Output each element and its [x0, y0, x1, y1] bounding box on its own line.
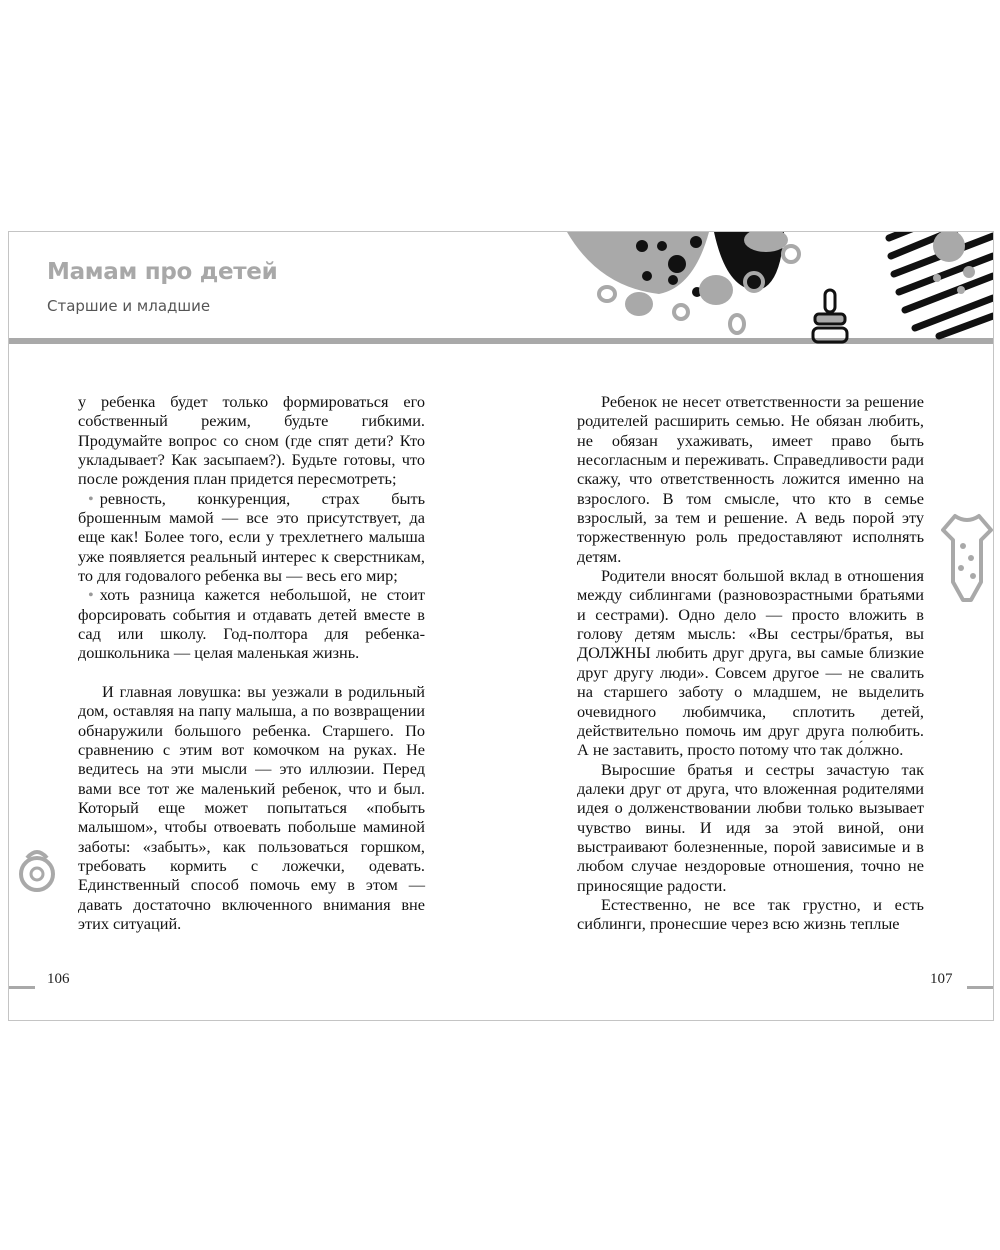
- running-header-subtitle: Старшие и младшие: [47, 297, 211, 315]
- paragraph: И главная ловушка: вы уезжали в родильный дом, оставляя на папу малыша, а по возвращении обнаружили большого ребенка. Старшего. По сравнению с этим вот комочком на руках. Не ведитесь на эти мысли — это иллюзии. Перед вами все тот же маленький ребенок, что и был. Который еще может попытаться «побыть малышом», чтобы отвоевать побольше маминой заботы: «забыть», как пользоваться горшком, требовать кормить с ложечки, одевать. Единственный способ помочь ему в этом — давать достаточно включенного внимания вне этих ситуаций.: [78, 681, 425, 933]
- pacifier-icon: [15, 842, 61, 900]
- running-header-title: Мамам про детей: [47, 259, 278, 285]
- bullet-icon: •: [88, 585, 94, 605]
- right-page-text: [577, 392, 924, 934]
- page-number-right: 107: [930, 971, 953, 987]
- bodysuit-icon: [941, 512, 993, 606]
- bullet-icon: •: [88, 488, 94, 508]
- bullet-item: • ревность, конкуренция, страх быть брошенным мамой — все это присутствует, да еще как! Более того, если у трехлетнего малыша уже появляется реальный интерес к сверстникам, то для годовалого ребенка вы — весь его мир;: [78, 488, 425, 586]
- left-page-text: [78, 392, 425, 933]
- paragraph: Ребенок не несет ответственности за решение родителей расширить семью. Не обязан любить, не обязан ухаживать, имеет право быть несогласным и переживать. Справедливости ради скажу, что ответственность ложится именно на взрослого. В том смысле, что кто в семье взрослый, за тем и решение. А ведь порой эту торжественную роль предоставляют исполнять детям.: [577, 392, 924, 566]
- paragraph: Выросшие братья и сестры зачастую так далеки друг от друга, что вложенная родителями идея о долженствовании любви только вызывает чувство вины. И идя за этой виной, они выстраивают болезненные, порой зависимые и в любом случае нездоровые отношения, точно не приносящие радости.: [577, 759, 924, 895]
- page-number-rule-left: [9, 986, 35, 989]
- paragraph: Родители вносят большой вклад в отношения между сиблингами (разновозрастными братьями и сестрами). Одно дело — просто вложить в голову детям мысль: «Вы сестры/братья, вы ДОЛЖНЫ любить друг друга, вы самые близкие друг другу люди». Совсем другое — не свалить на старшего заботу о младшем, не выделить очевидного любимчика, сплотить детей, действительно помочь им друг друга полюбить. А не заставить, просто потому что так до́лжно.: [577, 566, 924, 760]
- page-number-rule-right: [967, 986, 993, 989]
- baby-bottle-icon: [813, 290, 847, 342]
- book-spread: [8, 231, 994, 1021]
- bullet-item: • хоть разница кажется небольшой, не стоит форсировать события и отдавать детей вместе в сад или школу. Год-полтора для ребенка-дошкольника — целая маленькая жизнь.: [78, 585, 425, 663]
- paragraph: у ребенка будет только формироваться его собственный режим, будьте гибкими. Продумайте вопрос со сном (где спят дети? Кто укладывает? Как засыпаем?). Будьте готовы, что после рождения план придется пересмотреть;: [78, 392, 425, 489]
- page-number-left: 106: [47, 971, 70, 987]
- abstract-spots-decoration: [549, 232, 993, 344]
- paragraph: Естественно, не все так грустно, и есть сиблинги, пронесшие через всю жизнь теплые: [577, 894, 924, 934]
